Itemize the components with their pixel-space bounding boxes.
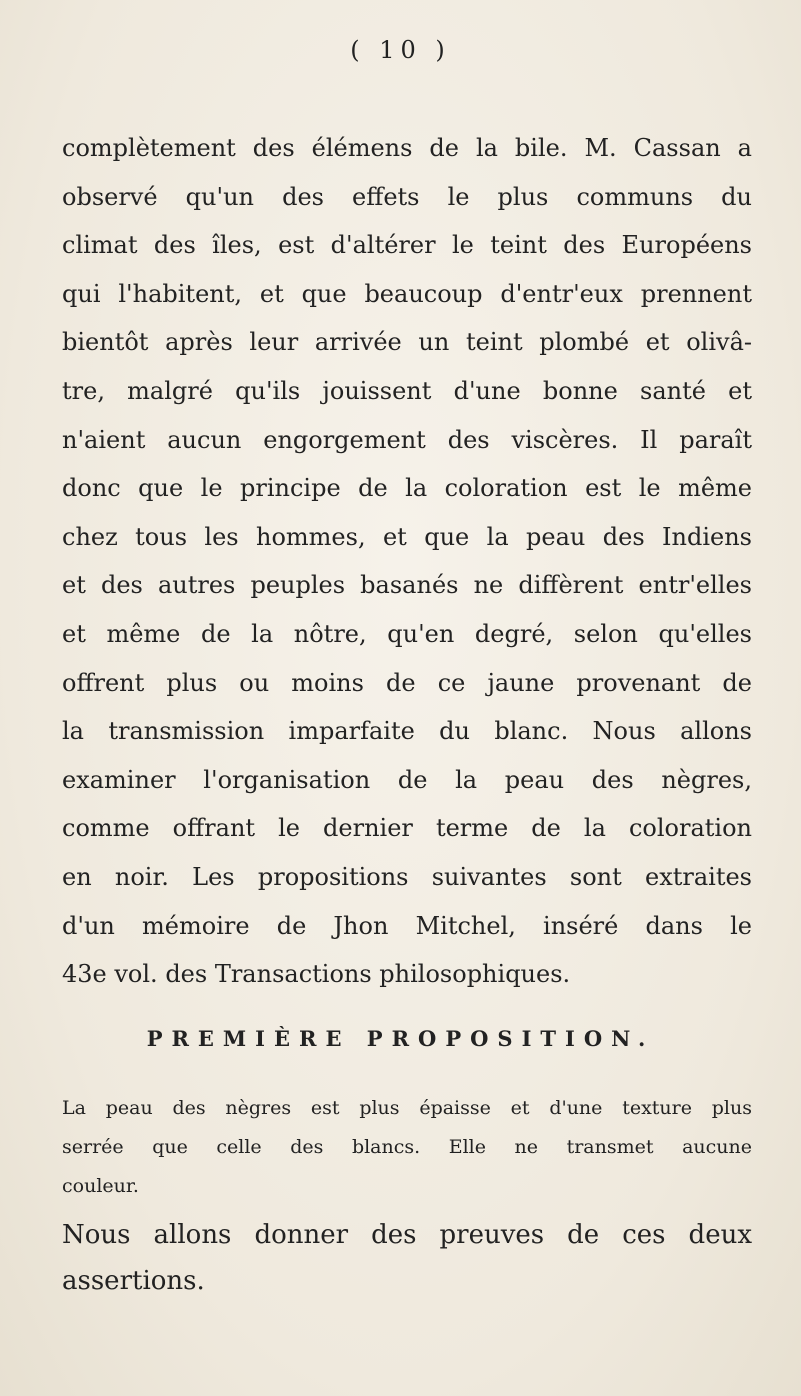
closing-line: Nous allons donner des preuves de ces deux: [62, 1220, 752, 1250]
text-line: climat des îles, est d'altérer le teint des Européens: [62, 231, 752, 260]
proposition-text: [62, 1089, 752, 1206]
text-line: offrent plus ou moins de ce jaune provenant de: [62, 668, 752, 697]
text-line: 43e vol. des Transactions philosophiques.: [62, 960, 571, 989]
text-line: complètement des élémens de la bile. M. Cassan a: [62, 134, 752, 162]
text-line: qui l'habitent, et que beaucoup d'entr'eux prennent: [62, 279, 752, 308]
closing-line: assertions.: [62, 1266, 205, 1296]
text-line: tre, malgré qu'ils jouissent d'une bonne santé et: [62, 376, 752, 405]
page-number: ( 10 ): [350, 36, 451, 64]
text-line: observé qu'un des effets le plus communs du: [62, 182, 752, 211]
text-line: en noir. Les propositions suivantes sont extraites: [62, 862, 752, 891]
main-paragraph: [62, 124, 752, 999]
text-line: donc que le principe de la coloration est le même: [62, 474, 752, 503]
section-heading: PREMIÈRE PROPOSITION.: [146, 1026, 655, 1051]
proposition-line: serrée que celle des blancs. Elle ne transmet aucune: [62, 1136, 752, 1158]
text-line: d'un mémoire de Jhon Mitchel, inséré dans le: [62, 911, 752, 940]
text-line: n'aient aucun engorgement des viscères. Il paraît: [62, 425, 752, 454]
text-line: et même de la nôtre, qu'en degré, selon qu'elles: [62, 619, 752, 648]
proposition-line: couleur.: [62, 1175, 139, 1197]
proposition-line: La peau des nègres est plus épaisse et d'une texture plus: [62, 1097, 752, 1119]
text-line: la transmission imparfaite du blanc. Nous allons: [62, 717, 752, 746]
text-line: chez tous les hommes, et que la peau des Indiens: [62, 522, 752, 551]
text-line: et des autres peuples basanés ne diffèrent entr'elles: [62, 571, 752, 600]
closing-paragraph: [62, 1212, 752, 1304]
text-line: bientôt après leur arrivée un teint plombé et olivâ-: [62, 328, 752, 357]
text-line: comme offrant le dernier terme de la coloration: [62, 814, 752, 843]
text-line: examiner l'organisation de la peau des nègres,: [62, 765, 752, 794]
